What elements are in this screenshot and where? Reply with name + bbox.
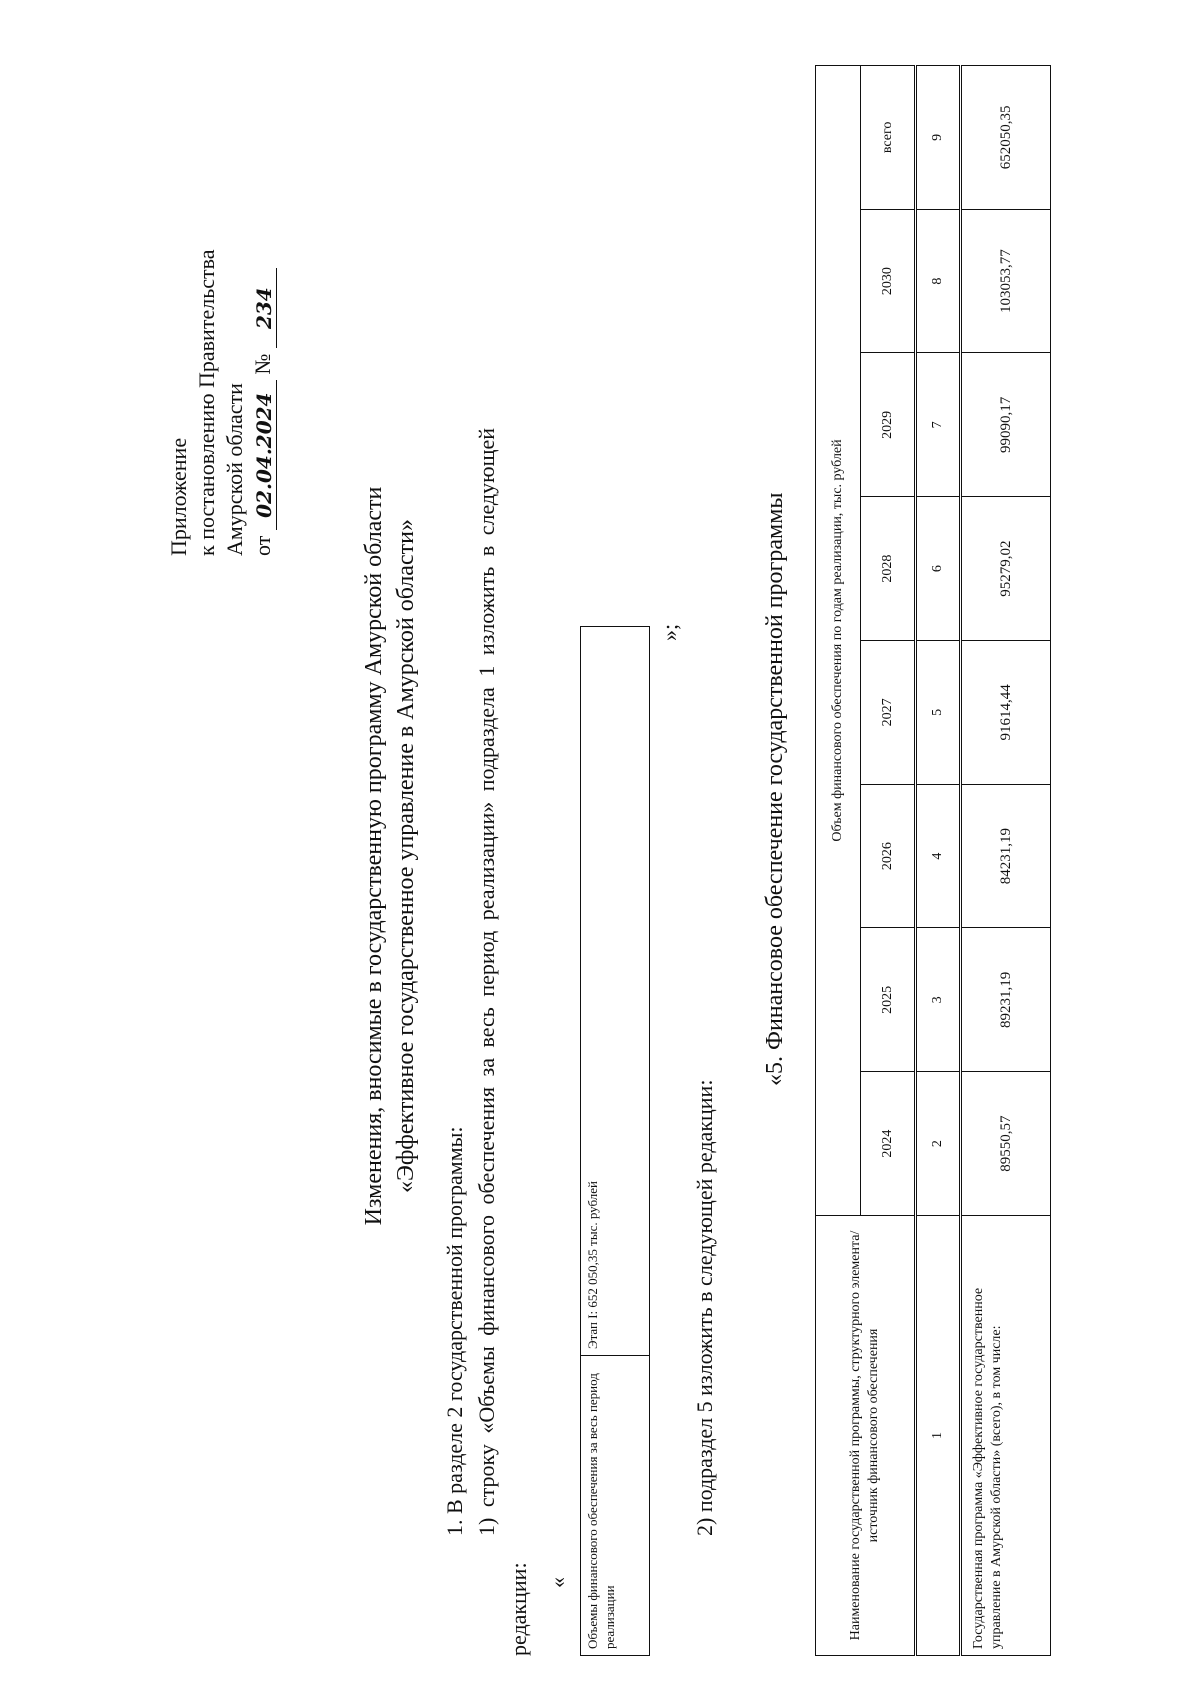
item-1-1-part2: редакции:	[506, 1562, 531, 1656]
document-title	[358, 306, 422, 1406]
value-cell: 91614,44	[961, 641, 1051, 785]
passport-row-value: Этап I: 652 050,35 тыс. рублей	[581, 627, 650, 1356]
column-numbers-row	[916, 65, 961, 1655]
value-cell: 89550,57	[961, 1072, 1051, 1216]
value-cell: 84231,19	[961, 784, 1051, 928]
column-number: 2	[916, 1072, 961, 1216]
column-number: 6	[916, 497, 961, 641]
program-name-cell: Государственная программа «Эффективное государственное управление в Амурской области» (всего), в том числе:	[961, 1216, 1051, 1656]
close-quote: »;	[657, 623, 682, 641]
column-number: 5	[916, 641, 961, 785]
table-row	[581, 627, 650, 1656]
appendix-header	[165, 250, 277, 556]
year-header: 2029	[861, 353, 916, 497]
column-number: 7	[916, 353, 961, 497]
title-line-2: «Эффективное государственное управление в Амурской области»	[393, 519, 419, 1193]
date-value: 02.04.2024	[250, 380, 277, 530]
year-header: 2027	[861, 641, 916, 785]
column-number: 4	[916, 784, 961, 928]
date-prefix: от	[250, 535, 275, 556]
column-number: 8	[916, 209, 961, 353]
item-1: 1. В разделе 2 государственной программы:	[442, 1126, 467, 1536]
number-prefix: №	[250, 353, 275, 375]
value-cell: 95279,02	[961, 497, 1051, 641]
open-quote: «	[545, 1577, 570, 1588]
number-value: 234	[250, 268, 277, 348]
total-value-cell: 652050,35	[961, 65, 1051, 209]
item-1-1-part1: 1) строку «Объемы финансового обеспечения за весь период реализации» подраздела 1 изложить в следующей	[474, 427, 499, 1536]
total-header: всего	[861, 65, 916, 209]
appendix-line-3: Амурской области	[222, 383, 247, 556]
passport-row-label: Объемы финансового обеспечения за весь период реализации	[581, 1356, 650, 1656]
volume-header: Объем финансового обеспечения по годам реализации, тыс. рублей	[816, 65, 861, 1215]
appendix-date-row	[249, 250, 277, 556]
section-title: «5. Финансовое обеспечение государственной программы	[762, 492, 788, 1086]
value-cell: 99090,17	[961, 353, 1051, 497]
year-header: 2030	[861, 209, 916, 353]
column-number: 3	[916, 928, 961, 1072]
value-cell: 89231,19	[961, 928, 1051, 1072]
title-line-1: Изменения, вносимые в государственную программу Амурской области	[361, 486, 387, 1226]
appendix-line-2: к постановлению Правительства	[194, 249, 219, 556]
year-header: 2025	[861, 928, 916, 1072]
value-cell: 103053,77	[961, 209, 1051, 353]
year-header: 2028	[861, 497, 916, 641]
year-header: 2024	[861, 1072, 916, 1216]
column-number: 9	[916, 65, 961, 209]
passport-row-table	[580, 626, 650, 1656]
appendix-line-1: Приложение	[166, 437, 191, 556]
finance-table	[815, 65, 1051, 1656]
item-2: 2) подраздел 5 изложить в следующей редакции:	[692, 1079, 717, 1536]
table-header-row	[816, 65, 861, 1655]
table-row	[961, 65, 1051, 1655]
column-number: 1	[916, 1216, 961, 1656]
year-header: 2026	[861, 784, 916, 928]
name-header: Наименование государственной программы, структурного элемента/источник финансового обеспечения	[816, 1216, 916, 1656]
